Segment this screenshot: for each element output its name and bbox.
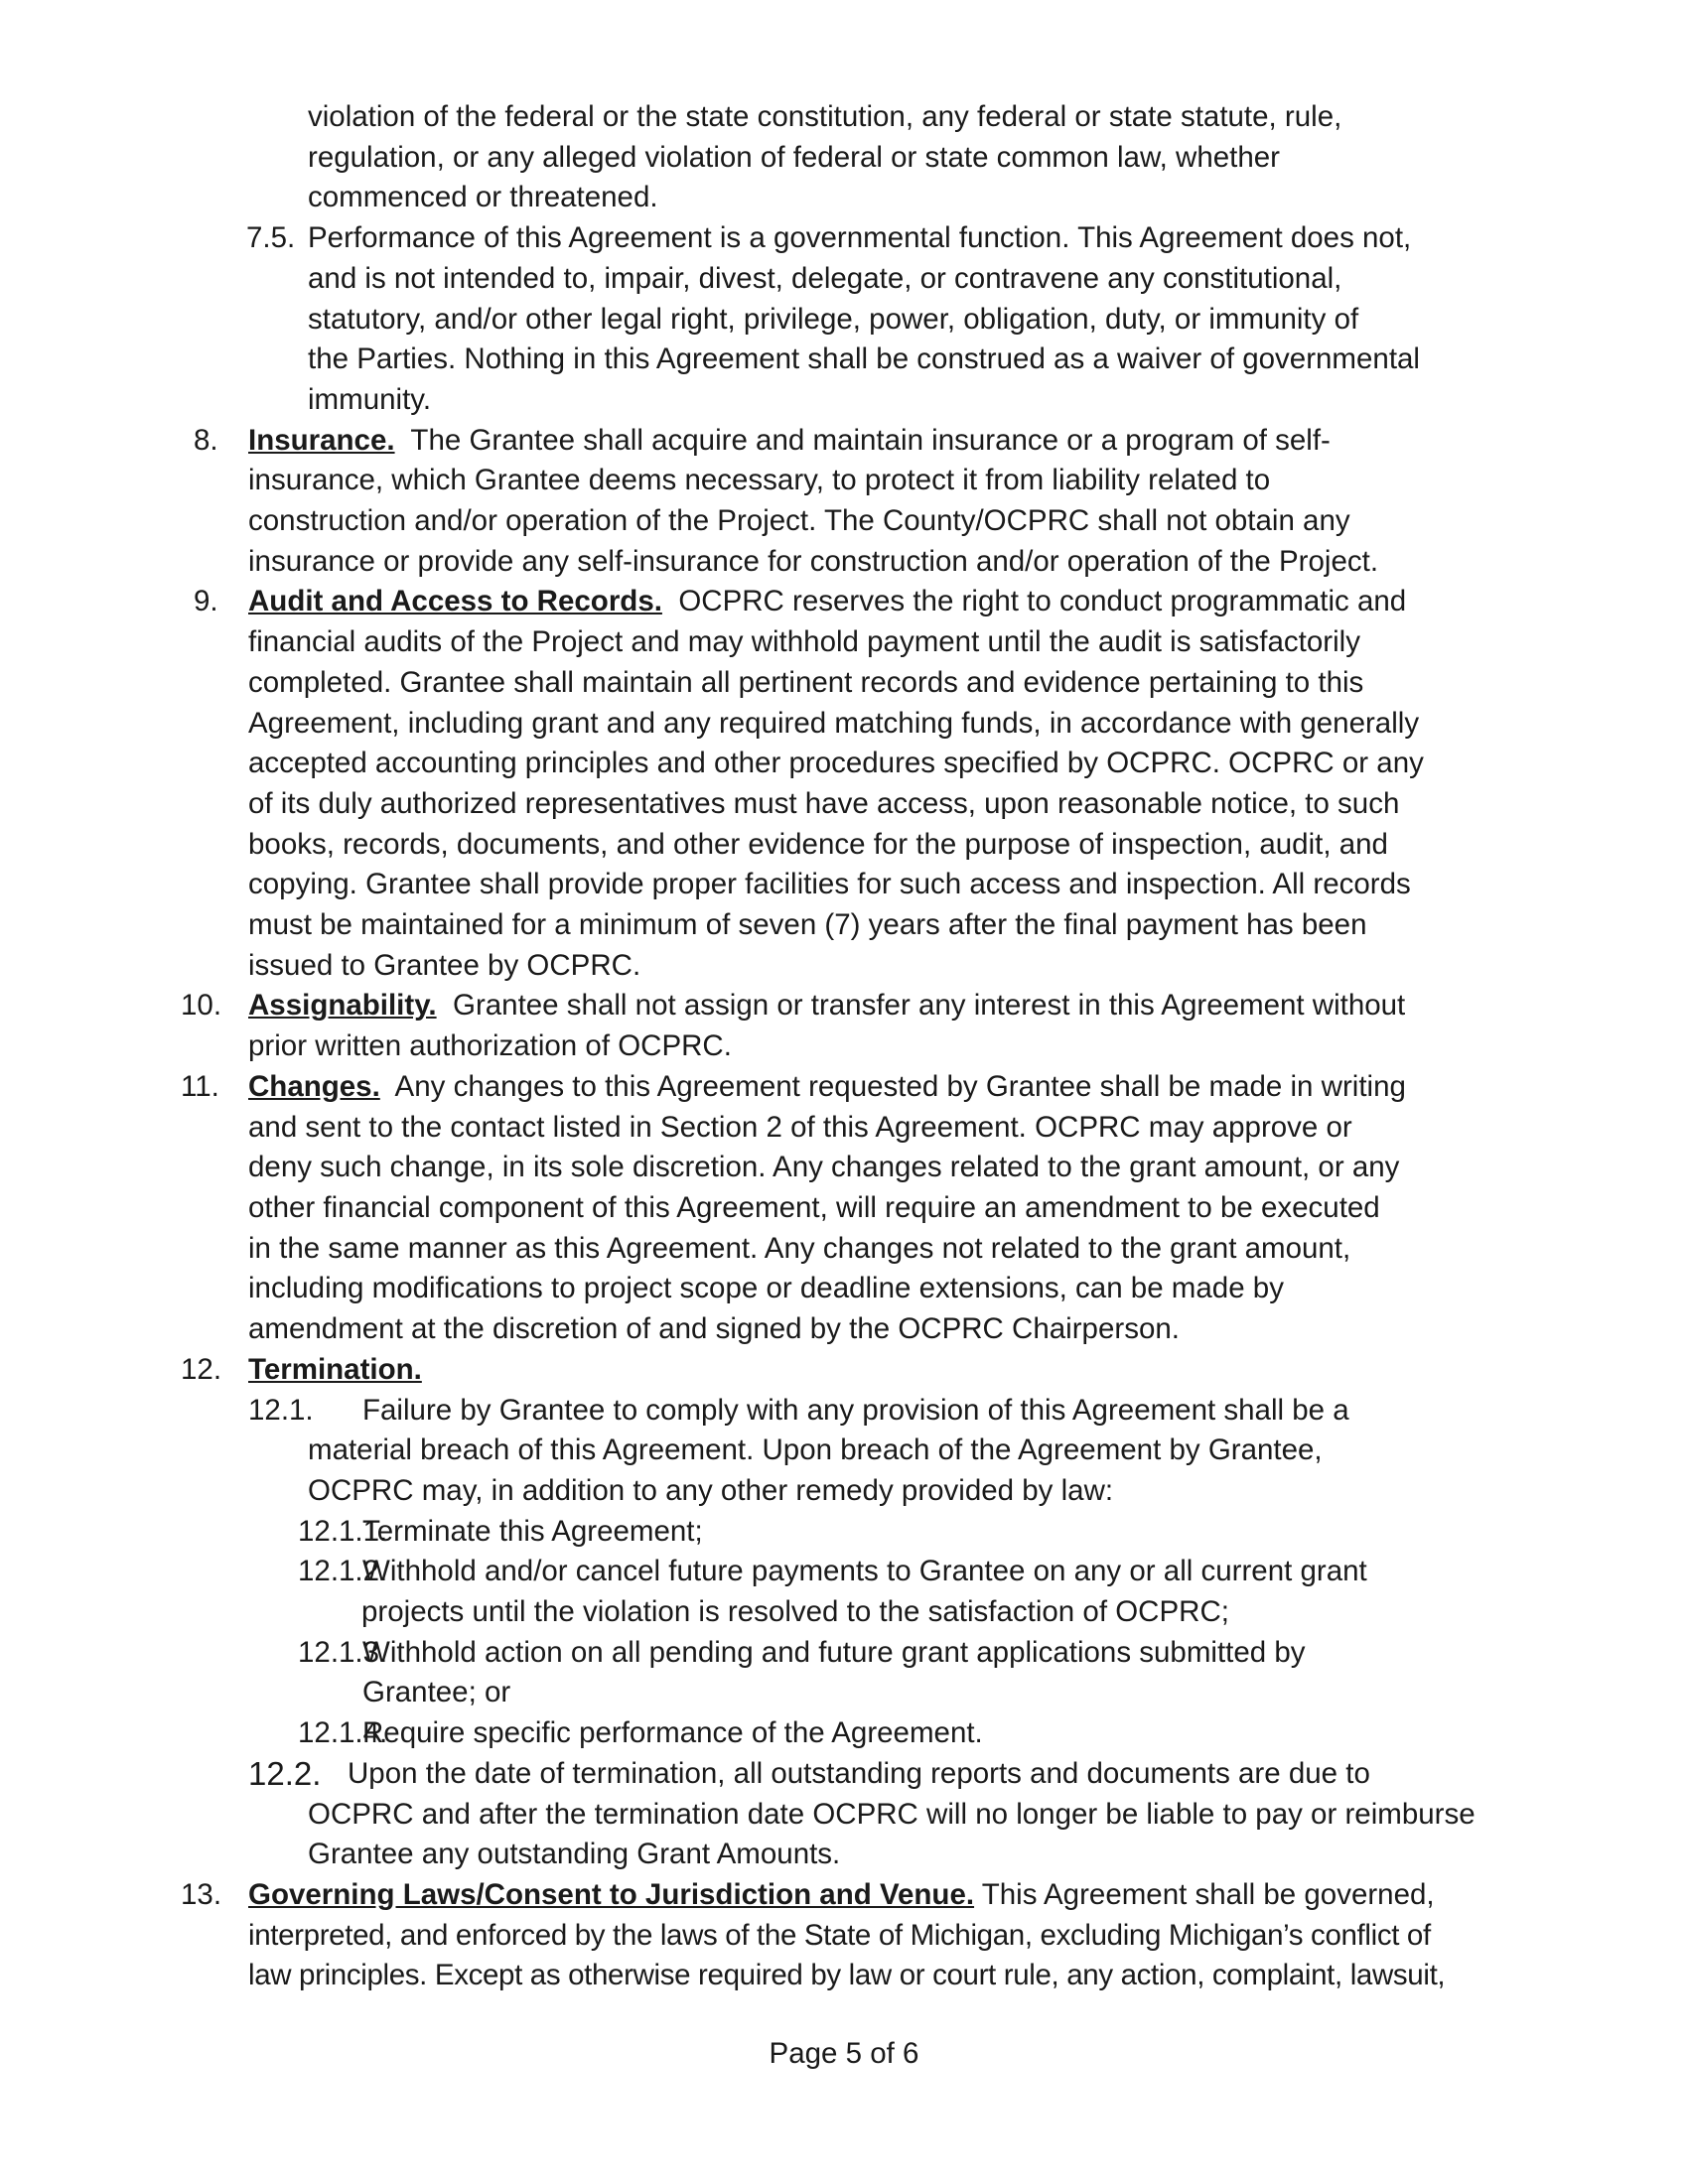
- text-line: Failure by Grantee to comply with any provision of this Agreement shall be a: [362, 1393, 1349, 1427]
- text-line: law principles. Except as otherwise required by law or court rule, any action, complaint, lawsuit,: [248, 1959, 1446, 1992]
- section-12-1-4: [194, 1713, 1494, 1754]
- text-line: must be maintained for a minimum of seven (7) years after the final payment has been: [248, 908, 1367, 942]
- text-line: violation of the federal or the state constitution, any federal or state statute, rule,: [308, 100, 1342, 133]
- section-heading: Termination.: [248, 1352, 422, 1386]
- section-number: 8.: [194, 423, 218, 457]
- text-line: Grantee shall not assign or transfer any interest in this Agreement without: [436, 989, 1406, 1023]
- section-heading: Assignability.: [248, 989, 437, 1023]
- section-number: 13.: [181, 1877, 222, 1911]
- text-line: Performance of this Agreement is a governmental function. This Agreement does not,: [308, 221, 1412, 255]
- text-line: accepted accounting principles and other procedures specified by OCPRC. OCPRC or any: [248, 747, 1424, 780]
- section-number: 12.1.2.: [298, 1555, 388, 1588]
- text-line: Grantee any outstanding Grant Amounts.: [308, 1838, 841, 1871]
- text-line: Terminate this Agreement;: [362, 1514, 703, 1548]
- section-12-1: [194, 1391, 1494, 1512]
- text-line: completed. Grantee shall maintain all pertinent records and evidence pertaining to this: [248, 665, 1364, 699]
- section-12-1-3: [194, 1633, 1494, 1713]
- text-line: books, records, documents, and other evidence for the purpose of inspection, audit, and: [248, 827, 1388, 861]
- text-line: OCPRC and after the termination date OCPRC will no longer be liable to pay or reimburse: [308, 1797, 1476, 1831]
- section-9-audit: [194, 582, 1494, 986]
- text-line: material breach of this Agreement. Upon breach of the Agreement by Grantee,: [308, 1433, 1323, 1467]
- text-line: and is not intended to, impair, divest, delegate, or contravene any constitutional,: [308, 261, 1342, 295]
- section-heading: Changes.: [248, 1069, 380, 1103]
- section-heading: Audit and Access to Records.: [248, 585, 662, 618]
- document-body: [181, 97, 1494, 1996]
- text-line: and sent to the contact listed in Section 2 of this Agreement. OCPRC may approve or: [248, 1110, 1352, 1144]
- page-number: Page 5 of 6: [769, 2037, 919, 2070]
- text-line: commenced or threatened.: [308, 181, 658, 214]
- section-7-5: [194, 218, 1494, 421]
- text-line: immunity.: [308, 382, 432, 416]
- text-line: of its duly authorized representatives must have access, upon reasonable notice, to such: [248, 786, 1400, 820]
- text-line: other financial component of this Agreement, will require an amendment to be executed: [248, 1190, 1380, 1224]
- section-number: 12.1.1.: [298, 1514, 388, 1548]
- section-number: 11.: [181, 1069, 219, 1103]
- section-number: 9.: [194, 585, 218, 618]
- text-line: Agreement, including grant and any required matching funds, in accordance with generally: [248, 706, 1420, 740]
- text-line: including modifications to project scope or deadline extensions, can be made by: [248, 1272, 1284, 1305]
- section-number: 7.5.: [246, 221, 296, 255]
- section-number: 12.1.3.: [298, 1635, 388, 1669]
- text-line: prior written authorization of OCPRC.: [248, 1029, 732, 1063]
- section-number: 12.: [181, 1352, 222, 1386]
- text-line: construction and/or operation of the Project. The County/OCPRC shall not obtain any: [248, 504, 1350, 538]
- text-line: in the same manner as this Agreement. Any changes not related to the grant amount,: [248, 1231, 1351, 1265]
- section-number: 12.1.4.: [298, 1716, 388, 1750]
- section-heading: Governing Laws/Consent to Jurisdiction and Venue.: [248, 1877, 975, 1911]
- text-line: amendment at the discretion of and signed by the OCPRC Chairperson.: [248, 1312, 1180, 1346]
- section-8-insurance: [194, 421, 1494, 583]
- section-13-governing-laws: [181, 1875, 1494, 1996]
- text-line: Any changes to this Agreement requested by Grantee shall be made in writing: [379, 1069, 1406, 1103]
- text-line: OCPRC may, in addition to any other remedy provided by law:: [308, 1473, 1114, 1507]
- text-line: statutory, and/or other legal right, privilege, power, obligation, duty, or immunity of: [308, 302, 1359, 336]
- text-line: Grantee; or: [362, 1676, 511, 1709]
- section-number: 12.1.: [248, 1393, 314, 1427]
- section-7-4-continuation: [308, 97, 1494, 218]
- text-line: projects until the violation is resolved to the satisfaction of OCPRC;: [361, 1595, 1229, 1629]
- section-12-2: [194, 1754, 1494, 1875]
- text-line: issued to Grantee by OCPRC.: [248, 948, 641, 982]
- text-line: interpreted, and enforced by the laws of the State of Michigan, excluding Michigan’s conflict of: [248, 1918, 1431, 1952]
- text-line: Withhold and/or cancel future payments to Grantee on any or all current grant: [362, 1555, 1367, 1588]
- text-line: the Parties. Nothing in this Agreement shall be construed as a waiver of governmental: [308, 342, 1420, 376]
- text-line: copying. Grantee shall provide proper facilities for such access and inspection. All records: [248, 868, 1411, 901]
- text-line: regulation, or any alleged violation of federal or state common law, whether: [308, 140, 1280, 174]
- section-11-changes: [181, 1067, 1494, 1350]
- text-line: insurance, which Grantee deems necessary, to protect it from liability related to: [248, 464, 1271, 497]
- section-number: 10.: [181, 989, 222, 1023]
- text-line: OCPRC reserves the right to conduct programmatic and: [661, 585, 1407, 618]
- text-line: Upon the date of termination, all outstanding reports and documents are due to: [348, 1756, 1370, 1790]
- section-heading: Insurance.: [248, 423, 395, 457]
- section-number: 12.2.: [248, 1754, 322, 1792]
- text-line: Withhold action on all pending and future grant applications submitted by: [362, 1635, 1306, 1669]
- section-10-assignability: [181, 986, 1494, 1066]
- section-12-termination: [181, 1350, 1494, 1391]
- section-12-1-2: [194, 1552, 1494, 1632]
- text-line: insurance or provide any self-insurance for construction and/or operation of the Project.: [248, 544, 1379, 578]
- text-line: This Agreement shall be governed,: [974, 1877, 1435, 1911]
- text-line: Require specific performance of the Agreement.: [362, 1716, 983, 1750]
- text-line: financial audits of the Project and may withhold payment until the audit is satisfactorily: [248, 625, 1360, 659]
- text-line: The Grantee shall acquire and maintain insurance or a program of self-: [394, 423, 1331, 457]
- text-line: deny such change, in its sole discretion. Any changes related to the grant amount, or any: [248, 1151, 1400, 1184]
- section-12-1-1: [194, 1512, 1494, 1553]
